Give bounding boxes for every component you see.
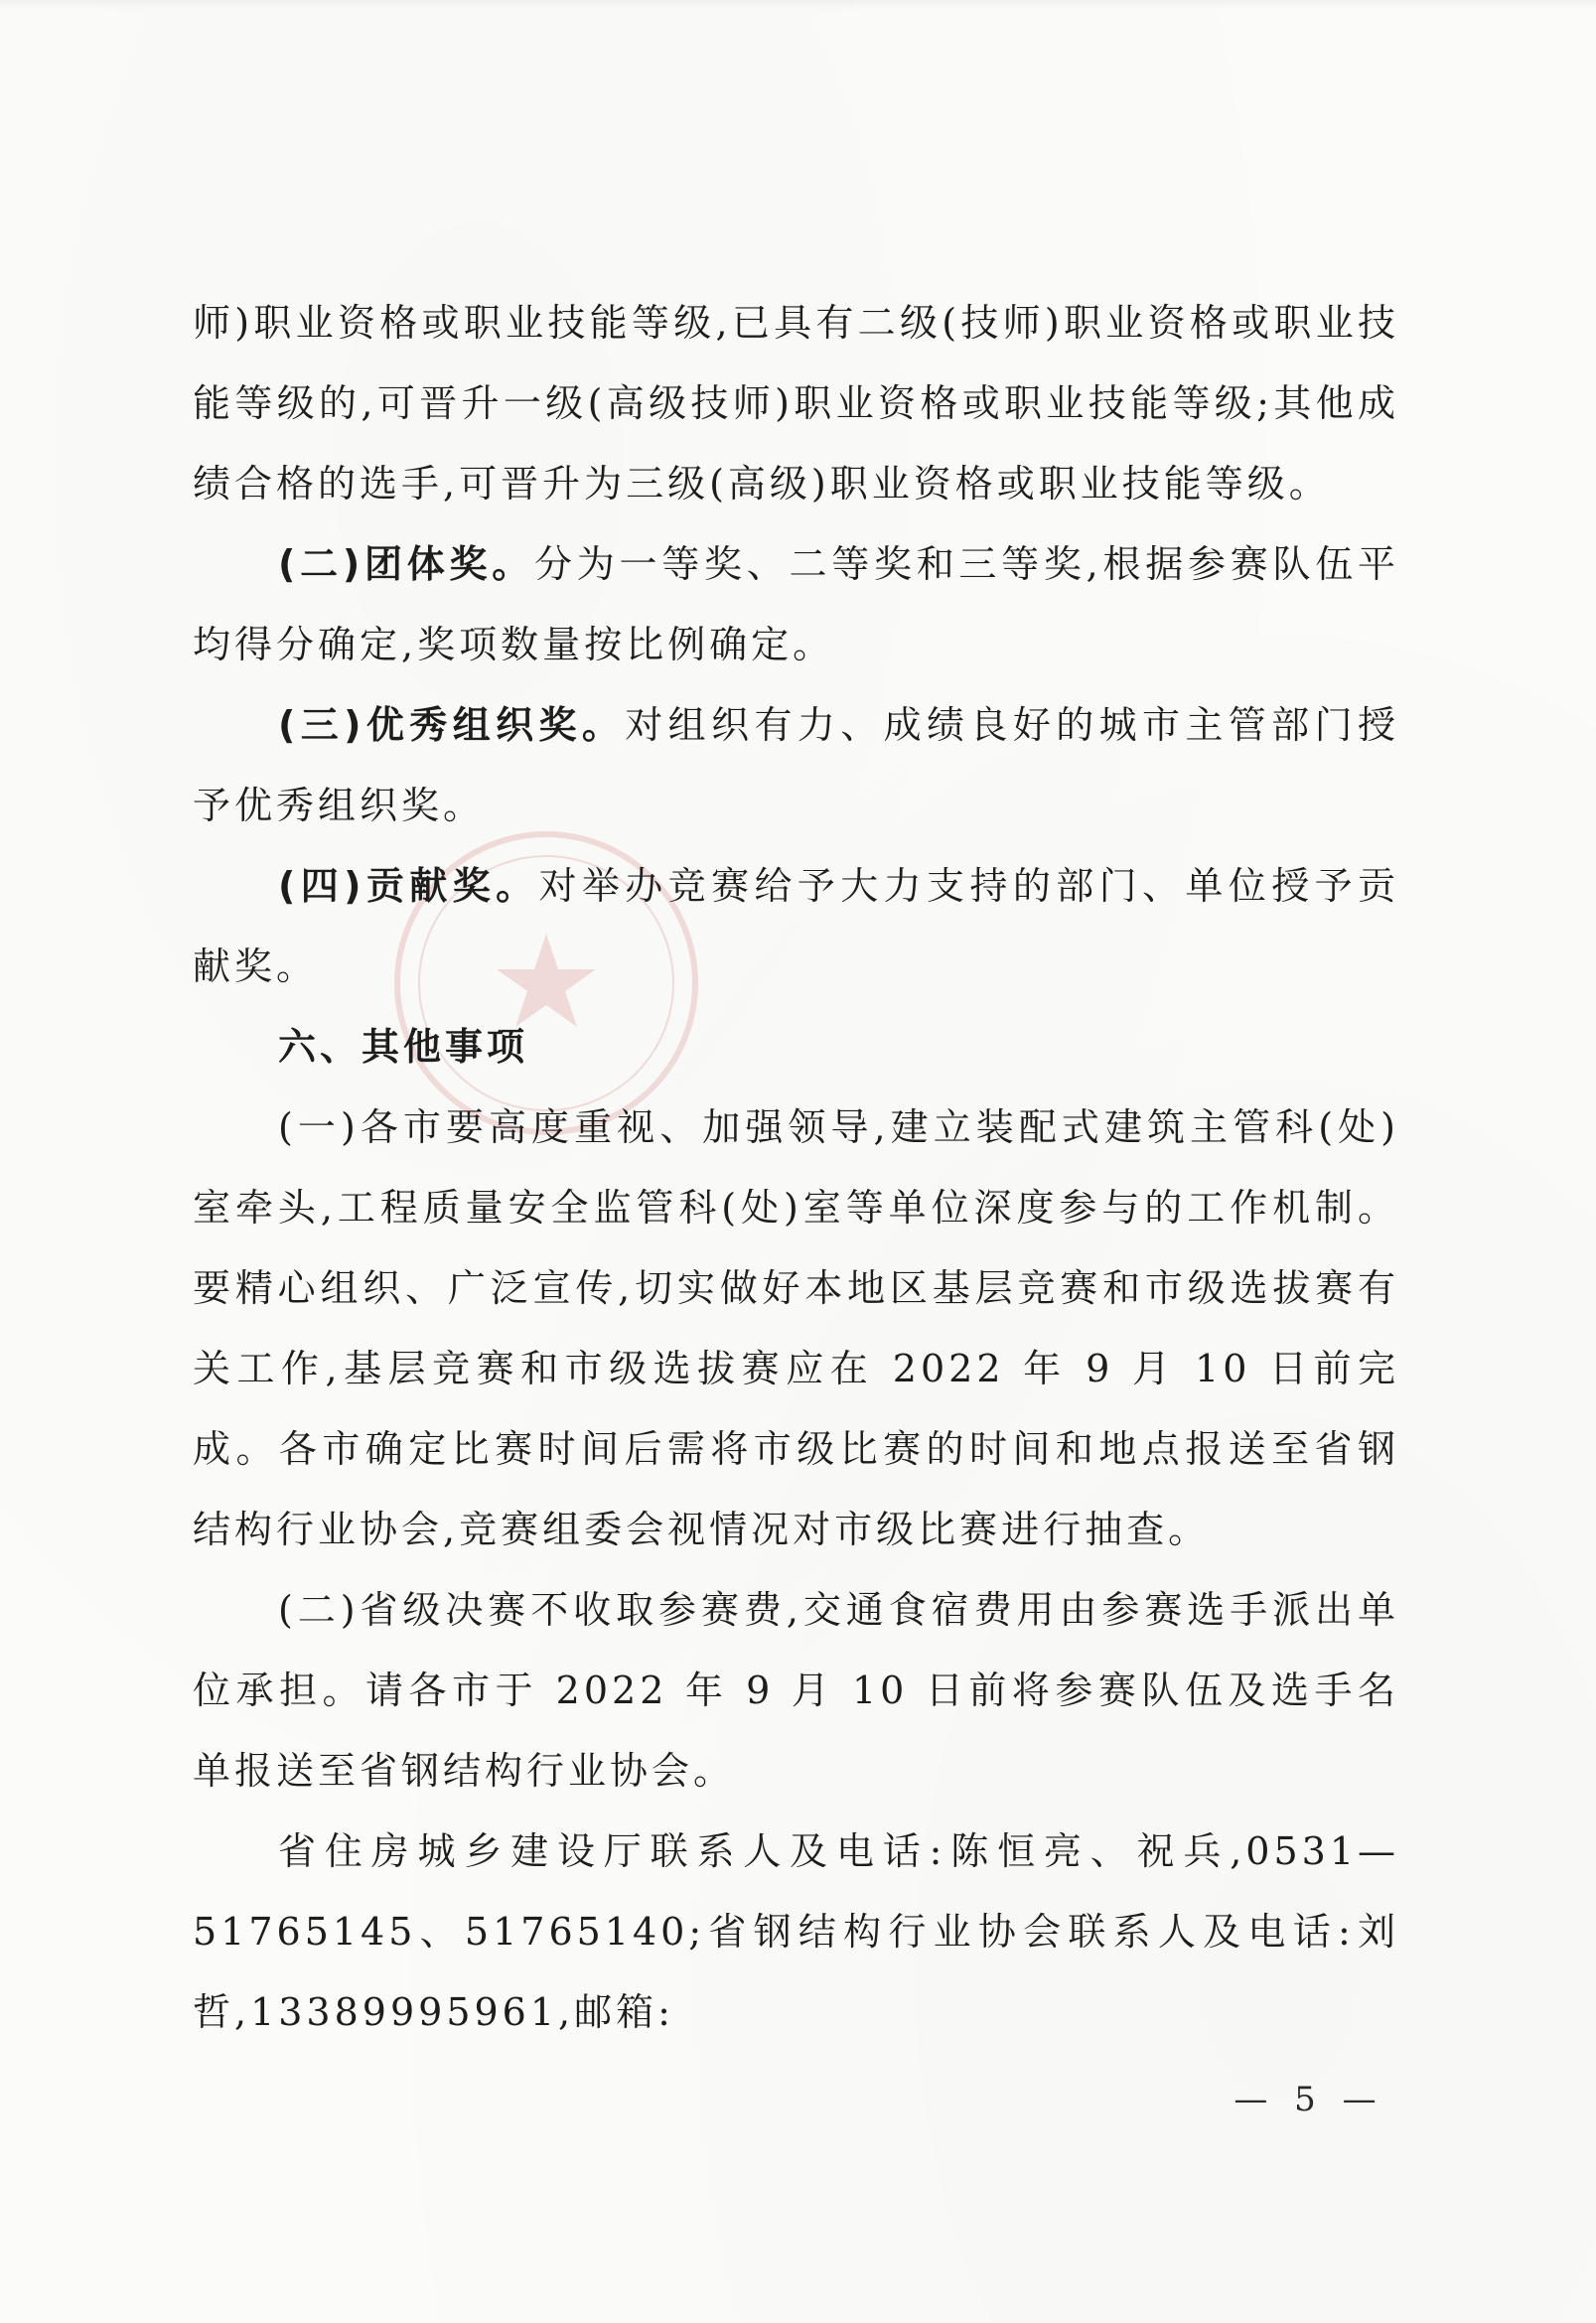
paragraph-organization-award [193, 685, 1399, 846]
page-number: — 5 — [1233, 2080, 1384, 2119]
paragraph-team-award [193, 524, 1399, 685]
paragraph-text: (一)各市要高度重视、加强领导,建立装配式建筑主管科(处)室牵头,工程质量安全监管科(处)室等单位深度参与的工作机制。要精心组织、广泛宣传,切实做好本地区基层竞赛和市级选拔赛有关工作,基层竞赛和市级选拔赛应在 2022 年 9 月 10 日前完成。各市确定比赛时间后需将市级比赛的时间和地点报送至省钢结构行业协会,竞赛组委会视情况对市级比赛进行抽查。 [193, 1105, 1399, 1551]
paragraph-lead: (四)贡献奖。 [278, 864, 539, 908]
paragraph-text: 省住房城乡建设厅联系人及电话:陈恒亮、祝兵,0531—51765145、51765140;省钢结构行业协会联系人及电话:刘哲,13389995961,邮箱: [193, 1829, 1399, 2034]
paragraph-lead: (三)优秀组织奖。 [278, 703, 626, 747]
document-body [193, 283, 1399, 2053]
paragraph-text: 分为一等奖、二等奖和三等奖,根据参赛队伍平均得分确定,奖项数量按比例确定。 [193, 542, 1399, 666]
paragraph-text: 对组织有力、成绩良好的城市主管部门授予优秀组织奖。 [193, 703, 1399, 827]
paragraph-text: 师)职业资格或职业技能等级,已具有二级(技师)职业资格或职业技能等级的,可晋升一级(高级技师)职业资格或职业技能等级;其他成绩合格的选手,可晋升为三级(高级)职业资格或职业技能等级。 [193, 301, 1399, 506]
paragraph-continuation [193, 283, 1399, 524]
paragraph-text: 对举办竞赛给予大力支持的部门、单位授予贡献奖。 [193, 864, 1399, 988]
paragraph-item-one [193, 1088, 1399, 1570]
paragraph-item-two [193, 1570, 1399, 1812]
paragraph-text: (二)省级决赛不收取参赛费,交通食宿费用由参赛选手派出单位承担。请各市于 2022 年 9 月 10 日前将参赛队伍及选手名单报送至省钢结构行业协会。 [193, 1588, 1399, 1793]
paragraph-contribution-award [193, 846, 1399, 1007]
section-heading-other-matters: 六、其他事项 [278, 1025, 529, 1069]
paragraph-lead: (二)团体奖。 [278, 542, 534, 586]
scan-edge-shadow [0, 0, 1596, 10]
paragraph-contact-info [193, 1812, 1399, 2053]
